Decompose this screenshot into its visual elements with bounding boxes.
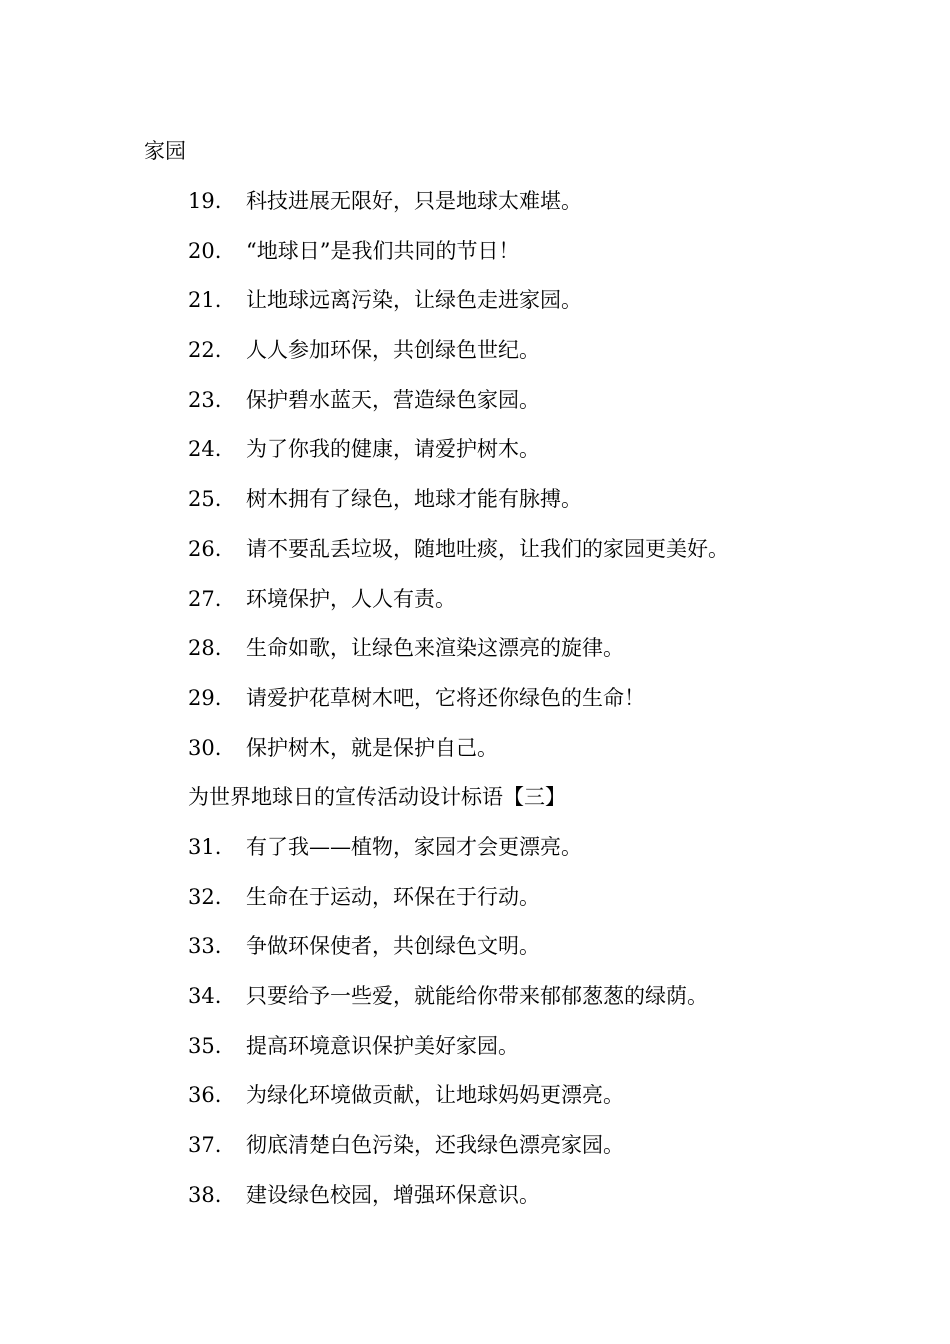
list-item bbox=[0, 882, 950, 932]
list-item bbox=[0, 385, 950, 435]
list-item bbox=[0, 236, 950, 286]
item-text: 提高环境意识保护美好家园。 bbox=[246, 1033, 519, 1058]
list-item bbox=[0, 584, 950, 634]
item-number: 28. bbox=[188, 636, 222, 661]
item-number: 32. bbox=[188, 884, 222, 909]
list-item bbox=[0, 484, 950, 534]
item-text: 为绿化环境做贡献，让地球妈妈更漂亮。 bbox=[246, 1083, 624, 1108]
item-number: 38. bbox=[188, 1182, 222, 1207]
item-number: 26. bbox=[188, 536, 222, 561]
item-number: 23. bbox=[188, 387, 222, 412]
item-text: 争做环保使者，共创绿色文明。 bbox=[246, 934, 540, 959]
item-number: 35. bbox=[188, 1033, 222, 1058]
item-number: 22. bbox=[188, 338, 222, 363]
list-item bbox=[0, 981, 950, 1031]
list-item bbox=[0, 832, 950, 882]
item-number: 31. bbox=[188, 834, 222, 859]
item-number: 25. bbox=[188, 487, 222, 512]
list-item bbox=[0, 434, 950, 484]
item-number: 19. bbox=[188, 189, 222, 213]
section-heading: 为世界地球日的宣传活动设计标语【三】 bbox=[188, 785, 566, 810]
list-item bbox=[0, 633, 950, 683]
list-item bbox=[0, 285, 950, 335]
item-text: 人人参加环保，共创绿色世纪。 bbox=[246, 338, 540, 363]
item-text: 树木拥有了绿色，地球才能有脉搏。 bbox=[246, 487, 582, 512]
item-text: 保护碧水蓝天，营造绿色家园。 bbox=[246, 387, 540, 412]
item-text: 保护树木，就是保护自己。 bbox=[246, 735, 498, 760]
item-text: 请不要乱丢垃圾，随地吐痰，让我们的家园更美好。 bbox=[246, 536, 729, 561]
item-text: 只要给予一些爱，就能给你带来郁郁葱葱的绿荫。 bbox=[246, 984, 708, 1008]
list-item bbox=[0, 733, 950, 783]
item-text: 彻底清楚白色污染，还我绿色漂亮家园。 bbox=[246, 1133, 624, 1158]
item-text: 请爱护花草树木吧，它将还你绿色的生命！ bbox=[246, 685, 645, 710]
section-heading-row bbox=[0, 782, 950, 832]
list-item bbox=[0, 1080, 950, 1130]
item-number: 20. bbox=[188, 238, 222, 263]
item-number: 37. bbox=[188, 1133, 222, 1158]
item-text: “地球日”是我们共同的节日！ bbox=[246, 238, 520, 263]
item-number: 24. bbox=[188, 437, 222, 462]
item-text: 有了我——植物，家园才会更漂亮。 bbox=[246, 834, 582, 859]
list-item bbox=[0, 335, 950, 385]
item-text: 建设绿色校园，增强环保意识。 bbox=[246, 1182, 540, 1207]
list-item bbox=[0, 1031, 950, 1081]
item-text: 科技进展无限好，只是地球太难堪。 bbox=[246, 189, 582, 213]
list-item bbox=[0, 186, 950, 236]
list-item bbox=[0, 534, 950, 584]
list-item bbox=[0, 1130, 950, 1180]
item-text: 环境保护，人人有责。 bbox=[246, 586, 456, 611]
item-number: 36. bbox=[188, 1083, 222, 1108]
item-number: 34. bbox=[188, 984, 222, 1008]
list-item bbox=[0, 1180, 950, 1230]
list-item bbox=[0, 931, 950, 981]
item-number: 33. bbox=[188, 934, 222, 959]
item-number: 30. bbox=[188, 735, 222, 760]
item-text: 生命如歌，让绿色来渲染这漂亮的旋律。 bbox=[246, 636, 624, 661]
list-item bbox=[0, 683, 950, 733]
item-text: 为了你我的健康，请爱护树木。 bbox=[246, 437, 540, 462]
item-number: 27. bbox=[188, 586, 222, 611]
continuation-text: 家园 bbox=[144, 139, 186, 163]
slogan-list bbox=[0, 186, 950, 1229]
item-text: 让地球远离污染，让绿色走进家园。 bbox=[246, 288, 582, 313]
item-text: 生命在于运动，环保在于行动。 bbox=[246, 884, 540, 909]
item-number: 21. bbox=[188, 288, 222, 313]
item-number: 29. bbox=[188, 685, 222, 710]
